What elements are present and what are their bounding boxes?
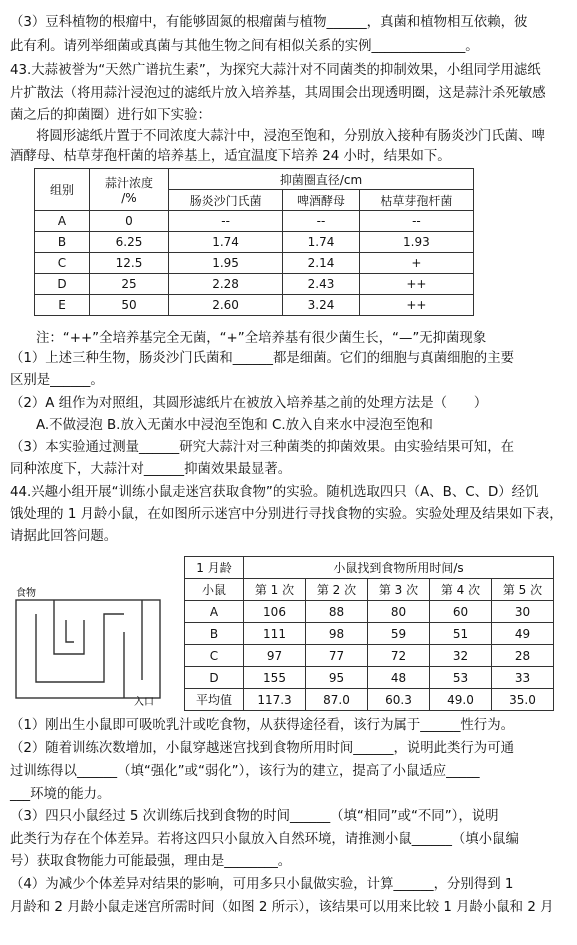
q43-1-line-1: （1）上述三种生物，肠炎沙门氏菌和______都是细菌。它们的细胞与真菌细胞的主要 xyxy=(10,351,514,366)
maze-food-label: 食物 xyxy=(16,588,36,599)
cell: 48 xyxy=(368,667,430,689)
q44-3-line-1: （3）四只小鼠经过 5 次训练后找到食物的时间______（填“相同”或“不同”），说明 xyxy=(10,809,499,824)
q3-line-2: 此有利。请列举细菌或真菌与其他生物之间有相似关系的实例______________。 xyxy=(10,39,479,54)
table-row xyxy=(35,274,474,295)
cell: C xyxy=(185,645,244,667)
maze-walls xyxy=(16,600,160,698)
cell: -- xyxy=(283,211,360,232)
cell: 60.3 xyxy=(368,689,430,711)
table1-note: 注：“++”全培养基完全无菌，“+”全培养基有很少菌生长，“—”无抑菌现象 xyxy=(36,331,487,346)
cell: + xyxy=(359,253,473,274)
cell: 51 xyxy=(430,623,492,645)
cell: 1.74 xyxy=(169,232,283,253)
q43-line-5: 酒酵母、枯草芽孢杆菌的培养基上，适宜温度下培养 24 小时，结果如下。 xyxy=(10,149,451,164)
cell: A xyxy=(35,211,90,232)
cell: 3.24 xyxy=(283,295,360,316)
cell: 6.25 xyxy=(90,232,169,253)
cell: 155 xyxy=(244,667,306,689)
cell: 35.0 xyxy=(492,689,554,711)
maze-time-table xyxy=(184,556,554,711)
cell: A xyxy=(185,601,244,623)
cell: 98 xyxy=(306,623,368,645)
q43-line-1: 43.大蒜被誉为“天然广谱抗生素”，为探究大蒜汁对不同菌类的抑制效果，小组同学用滤纸 xyxy=(10,63,541,78)
cell: B xyxy=(185,623,244,645)
cell: 97 xyxy=(244,645,306,667)
cell: 72 xyxy=(368,645,430,667)
cell: 111 xyxy=(244,623,306,645)
antibacterial-table xyxy=(34,168,474,316)
cell: 33 xyxy=(492,667,554,689)
table-row xyxy=(185,601,554,623)
cell: 49 xyxy=(492,623,554,645)
th-trial-2: 第 2 次 xyxy=(306,579,368,601)
cell: D xyxy=(185,667,244,689)
cell: -- xyxy=(169,211,283,232)
cell: 106 xyxy=(244,601,306,623)
cell: 30 xyxy=(492,601,554,623)
cell: 28 xyxy=(492,645,554,667)
cell: ++ xyxy=(359,274,473,295)
cell: 53 xyxy=(430,667,492,689)
cell: 2.43 xyxy=(283,274,360,295)
q43-line-2: 片扩散法（将用蒜汁浸泡过的滤纸片放入培养基，其周围会出现透明圈，这是蒜汁杀死敏感 xyxy=(10,86,546,101)
table-row xyxy=(185,623,554,645)
cell: 50 xyxy=(90,295,169,316)
th-group: 组别 xyxy=(35,169,90,211)
q44-2-line-2: 过训练得以______（填“强化”或“弱化”），该行为的建立，提高了小鼠适应_____ xyxy=(10,764,480,779)
th-trial-3: 第 3 次 xyxy=(368,579,430,601)
cell: 32 xyxy=(430,645,492,667)
cell: 25 xyxy=(90,274,169,295)
cell: 1.95 xyxy=(169,253,283,274)
th-trial-5: 第 5 次 xyxy=(492,579,554,601)
q44-4-line-1: （4）为减少个体差异对结果的影响，可用多只小鼠做实验，计算______，分别得到 1 xyxy=(10,877,514,892)
cell: 117.3 xyxy=(244,689,306,711)
th-age: 1 月龄 xyxy=(185,557,244,579)
cell: D xyxy=(35,274,90,295)
th-concentration xyxy=(90,169,169,211)
th-bacillus: 枯草芽孢杆菌 xyxy=(359,190,473,211)
cell: 80 xyxy=(368,601,430,623)
cell: 平均值 xyxy=(185,689,244,711)
maze-diagram xyxy=(14,584,164,706)
table-row xyxy=(185,645,554,667)
cell: 88 xyxy=(306,601,368,623)
cell: E xyxy=(35,295,90,316)
table-row xyxy=(35,232,474,253)
cell: C xyxy=(35,253,90,274)
cell: ++ xyxy=(359,295,473,316)
th-time: 小鼠找到食物所用时间/s xyxy=(244,557,554,579)
cell: 49.0 xyxy=(430,689,492,711)
cell: 59 xyxy=(368,623,430,645)
th-conc-unit: /% xyxy=(121,191,137,205)
cell: 60 xyxy=(430,601,492,623)
q44-3-line-2: 此类行为存在个体差异。若将这四只小鼠放入自然环境，请推测小鼠______（填小鼠编 xyxy=(10,832,519,847)
th-trial-1: 第 1 次 xyxy=(244,579,306,601)
maze-entrance-label: 入口 xyxy=(134,697,154,706)
q43-3-line-1: （3）本实验通过测量______研究大蒜汁对三种菌类的抑菌效果。由实验结果可知，在 xyxy=(10,440,514,455)
table-row xyxy=(185,689,554,711)
th-mouse: 小鼠 xyxy=(185,579,244,601)
q3-line-1: （3）豆科植物的根瘤中，有能够固氮的根瘤菌与植物______，真菌和植物相互依赖，彼 xyxy=(10,15,528,30)
q44-line-2: 饿处理的 1 月龄小鼠，在如图所示迷宫中分别进行寻找食物的实验。实验处理及结果如下表， xyxy=(10,507,563,522)
table-row xyxy=(185,667,554,689)
cell: 77 xyxy=(306,645,368,667)
cell: 2.60 xyxy=(169,295,283,316)
cell: 1.74 xyxy=(283,232,360,253)
q44-2-line-3: ___环境的能力。 xyxy=(10,787,111,802)
q43-line-3: 菌之后的抑菌圈）进行如下实验： xyxy=(10,108,211,123)
q44-line-1: 44.兴趣小组开展“训练小鼠走迷宫获取食物”的实验。随机选取四只（A、B、C、D）经饥 xyxy=(10,485,539,500)
q44-4-line-2: 月龄和 2 月龄小鼠走迷宫所需时间（如图 2 所示），该结果可以用来比较 1 月龄小鼠和 2 月 xyxy=(10,900,554,915)
cell: 2.14 xyxy=(283,253,360,274)
cell: 1.93 xyxy=(359,232,473,253)
q43-line-4: 将圆形滤纸片置于不同浓度大蒜汁中，浸泡至饱和，分别放入接种有肠炎沙门氏菌、啤 xyxy=(36,129,545,144)
cell: 2.28 xyxy=(169,274,283,295)
table-row xyxy=(35,253,474,274)
q44-1-line-1: （1）刚出生小鼠即可吸吮乳汁或吃食物，从获得途径看，该行为属于______性行为。 xyxy=(10,718,514,733)
q43-2-line-1: （2）A 组作为对照组，其圆形滤纸片在被放入培养基之前的处理方法是（ ） xyxy=(10,396,488,411)
cell: 0 xyxy=(90,211,169,232)
cell: B xyxy=(35,232,90,253)
table-row xyxy=(35,211,474,232)
cell: 12.5 xyxy=(90,253,169,274)
q44-line-3: 请据此回答问题。 xyxy=(10,529,118,544)
q43-2-options: A.不做浸泡 B.放入无菌水中浸泡至饱和 C.放入自来水中浸泡至饱和 xyxy=(36,418,433,433)
th-salmonella: 肠炎沙门氏菌 xyxy=(169,190,283,211)
th-trial-4: 第 4 次 xyxy=(430,579,492,601)
cell: -- xyxy=(359,211,473,232)
th-yeast: 啤酒酵母 xyxy=(283,190,360,211)
th-diameter: 抑菌圈直径/cm xyxy=(169,169,474,190)
q43-3-line-2: 同种浓度下，大蒜汁对______抑菌效果最显著。 xyxy=(10,462,292,477)
table-row xyxy=(35,295,474,316)
cell: 95 xyxy=(306,667,368,689)
th-conc-label: 蒜汁浓度 xyxy=(104,176,153,190)
cell: 87.0 xyxy=(306,689,368,711)
q44-2-line-1: （2）随着训练次数增加，小鼠穿越迷宫找到食物所用时间______，说明此类行为可通 xyxy=(10,741,514,756)
q43-1-line-2: 区别是______。 xyxy=(10,373,104,388)
q44-3-line-3: 号）获取食物能力可能最强，理由是________。 xyxy=(10,854,292,869)
